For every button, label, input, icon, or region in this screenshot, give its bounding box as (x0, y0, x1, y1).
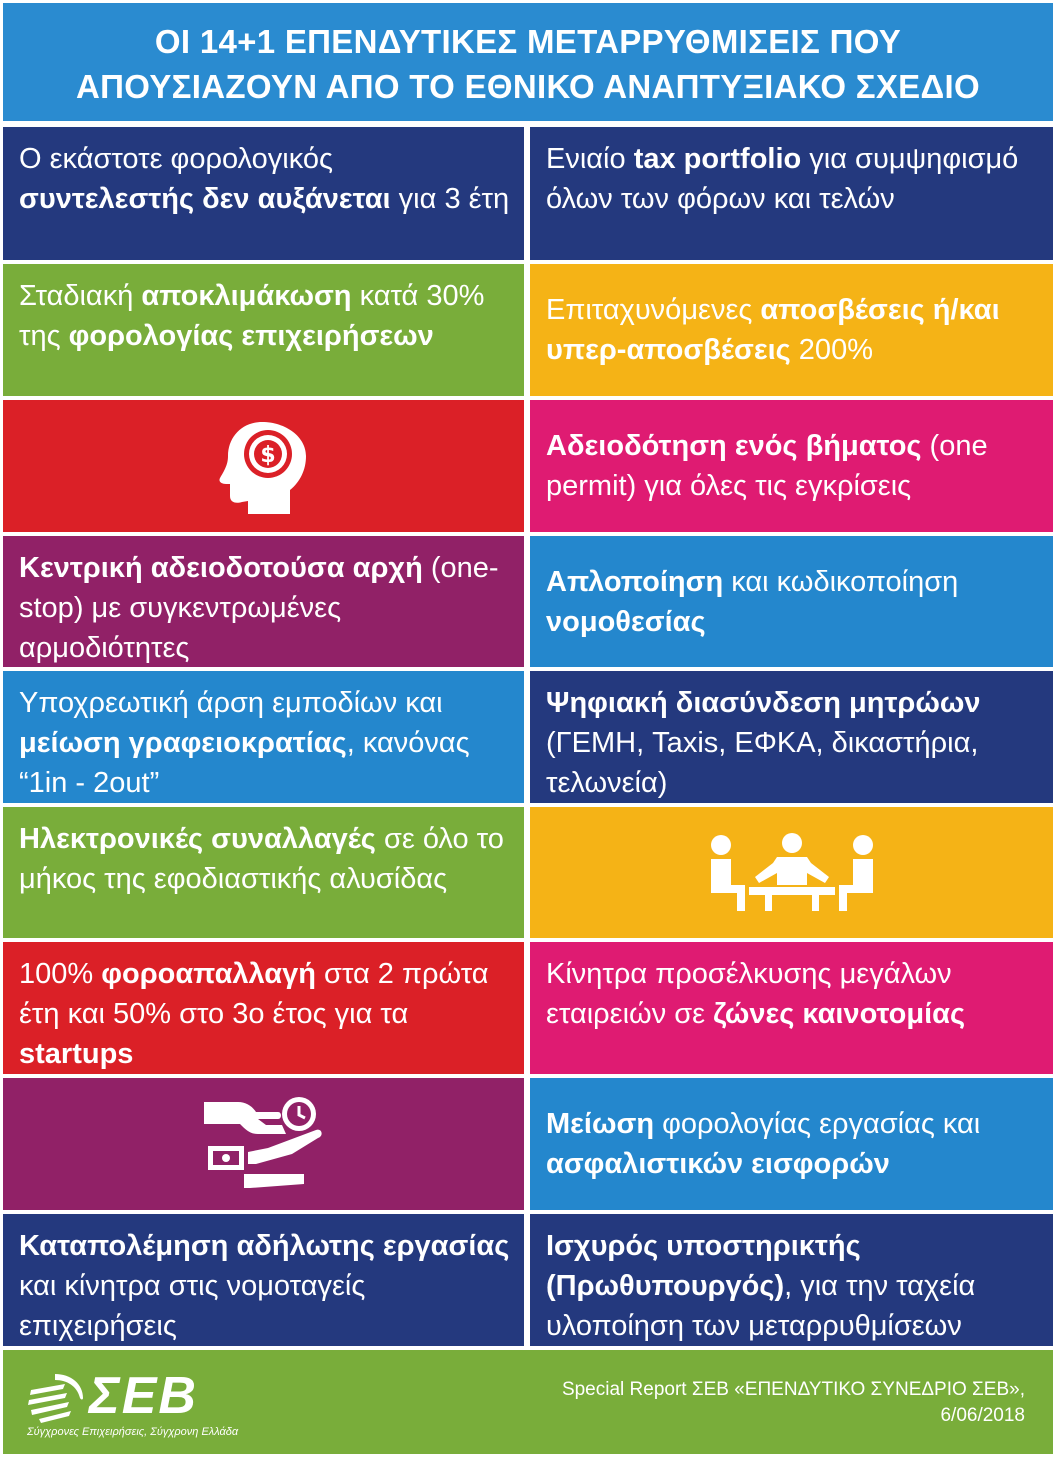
reform-one-permit (530, 400, 1053, 532)
reform-text: 100% (19, 958, 102, 990)
reform-highlight: Κεντρική αδειοδοτούσα αρχή (19, 552, 423, 584)
sev-logo-text: ΣΕΒ (89, 1367, 198, 1425)
reform-highlight: συντελεστής δεν αυξάνεται (19, 183, 391, 215)
reform-depreciation (530, 264, 1053, 396)
reform-highlight: Ψηφιακή διασύνδεση μητρώων (546, 687, 981, 719)
reform-text: στα 2 πρώτα έτη και 50% στο 3ο έτος για τα (19, 958, 489, 1030)
money-icon-cell (3, 1078, 524, 1210)
meeting-icon-cell (530, 807, 1053, 938)
reform-text: κατά 30% της (19, 280, 485, 352)
reform-text: σε όλο το μήκος της εφοδιαστικής αλυσίδας (19, 823, 504, 895)
reform-highlight: startups (19, 1038, 134, 1070)
reform-highlight: αποκλιμάκωση (141, 280, 352, 312)
reform-highlight: ζώνες καινοτομίας (713, 998, 966, 1030)
reform-highlight: νομοθεσίας (546, 605, 706, 638)
reform-text: Ενιαίο (546, 143, 634, 175)
reform-text: (one permit) για όλες τις εγκρίσεις (546, 430, 988, 502)
page-title (3, 3, 1053, 121)
sev-logo-mark-icon (25, 1370, 87, 1424)
reform-highlight: Απλοποίηση (546, 565, 724, 598)
reform-text: (one-stop) με συγκεντρωμένες αρμοδιότητες (19, 552, 499, 664)
sev-logo-tagline: Σύγχρονες Επιχειρήσεις, Σύγχρονη Ελλάδα (27, 1426, 239, 1438)
reform-sponsor (530, 1214, 1053, 1346)
title-line-1: ΟΙ 14+1 ΕΠΕΝΔΥΤΙΚΕΣ ΜΕΤΑΡΡΥΘΜΙΣΕΙΣ ΠΟΥ (154, 23, 902, 60)
reform-text: φορολογίας εργασίας και (654, 1108, 981, 1140)
source-citation (562, 1377, 1025, 1429)
reform-e-transactions (3, 807, 524, 938)
reform-text: και κίνητρα στις νομοταγείς επιχειρήσεις (19, 1270, 366, 1342)
reform-bureaucracy (3, 671, 524, 803)
reform-text: 200% (790, 334, 873, 366)
reform-registries (530, 671, 1053, 803)
reform-highlight: φορολογίας επιχειρήσεων (68, 320, 434, 352)
reform-one-stop (3, 536, 524, 667)
svg-text:$: $ (259, 443, 276, 468)
reform-startups (3, 942, 524, 1074)
reform-highlight: μείωση γραφειοκρατίας (19, 727, 347, 759)
reform-tax-deescalation (3, 264, 524, 396)
hands-money-clock-icon (204, 1092, 324, 1196)
reform-text: , για την ταχεία υλοποίηση των μεταρρυθμίσεων (546, 1270, 976, 1342)
head-icon-cell (3, 400, 524, 532)
reform-text: και κωδικοποίηση (723, 565, 959, 598)
reform-highlight: φοροαπαλλαγή (101, 958, 316, 990)
reform-highlight: αποσβέσεις ή/και υπερ-αποσβέσεις (546, 294, 1000, 366)
head-dollar-icon (214, 416, 314, 516)
sev-logo (25, 1362, 285, 1442)
reform-highlight: Ισχυρός υποστηρικτής (Πρωθυπουργός) (546, 1230, 861, 1302)
title-line-2: ΑΠΟΥΣΙΑΖΟΥΝ ΑΠΟ ΤΟ ΕΘΝΙΚΟ ΑΝΑΠΤΥΞΙΑΚΟ ΣΧΕΔΙΟ (76, 68, 980, 105)
reform-highlight: tax portfolio (633, 143, 802, 175)
reform-text: Σταδιακή (19, 280, 142, 312)
source-line-2: 6/06/2018 (940, 1405, 1025, 1426)
reform-text: Κίνητρα προσέλκυσης μεγάλων εταιρειών σε (546, 958, 952, 1030)
meeting-people-icon (707, 833, 877, 913)
footer (3, 1350, 1053, 1454)
reform-innovation-zones (530, 942, 1053, 1074)
reform-text: Επιταχυνόμενες (546, 294, 761, 326)
reform-highlight: Αδειοδότηση ενός βήματος (546, 430, 922, 462)
reform-tax-rate (3, 127, 524, 260)
reform-undeclared-work (3, 1214, 524, 1346)
reform-highlight: Ηλεκτρονικές συναλλαγές (19, 823, 376, 855)
reform-text: Ο εκάστοτε φορολογικός (19, 143, 333, 175)
source-line-1: Special Report ΣΕΒ «ΕΠΕΝΔΥΤΙΚΟ ΣΥΝΕΔΡΙΟ ΣΕΒ», (561, 1379, 1025, 1400)
reform-tax-portfolio (530, 127, 1053, 260)
reform-highlight: Μείωση (546, 1108, 655, 1140)
reform-labor-tax (530, 1078, 1053, 1210)
reform-highlight: ασφαλιστικών εισφορών (546, 1148, 890, 1180)
reform-highlight: Καταπολέμηση αδήλωτης εργασίας (19, 1230, 510, 1262)
reform-text: Υποχρεωτική άρση εμποδίων και (19, 687, 443, 719)
reform-text: (ΓΕΜΗ, Taxis, ΕΦΚΑ, δικαστήρια, τελωνεία) (546, 727, 979, 799)
reform-simplification (530, 536, 1053, 667)
reform-text: για συμψηφισμό όλων των φόρων και τελών (546, 143, 1019, 215)
reform-text: για 3 έτη (390, 183, 510, 215)
reform-text: , κανόνας “1in - 2out” (19, 727, 470, 799)
